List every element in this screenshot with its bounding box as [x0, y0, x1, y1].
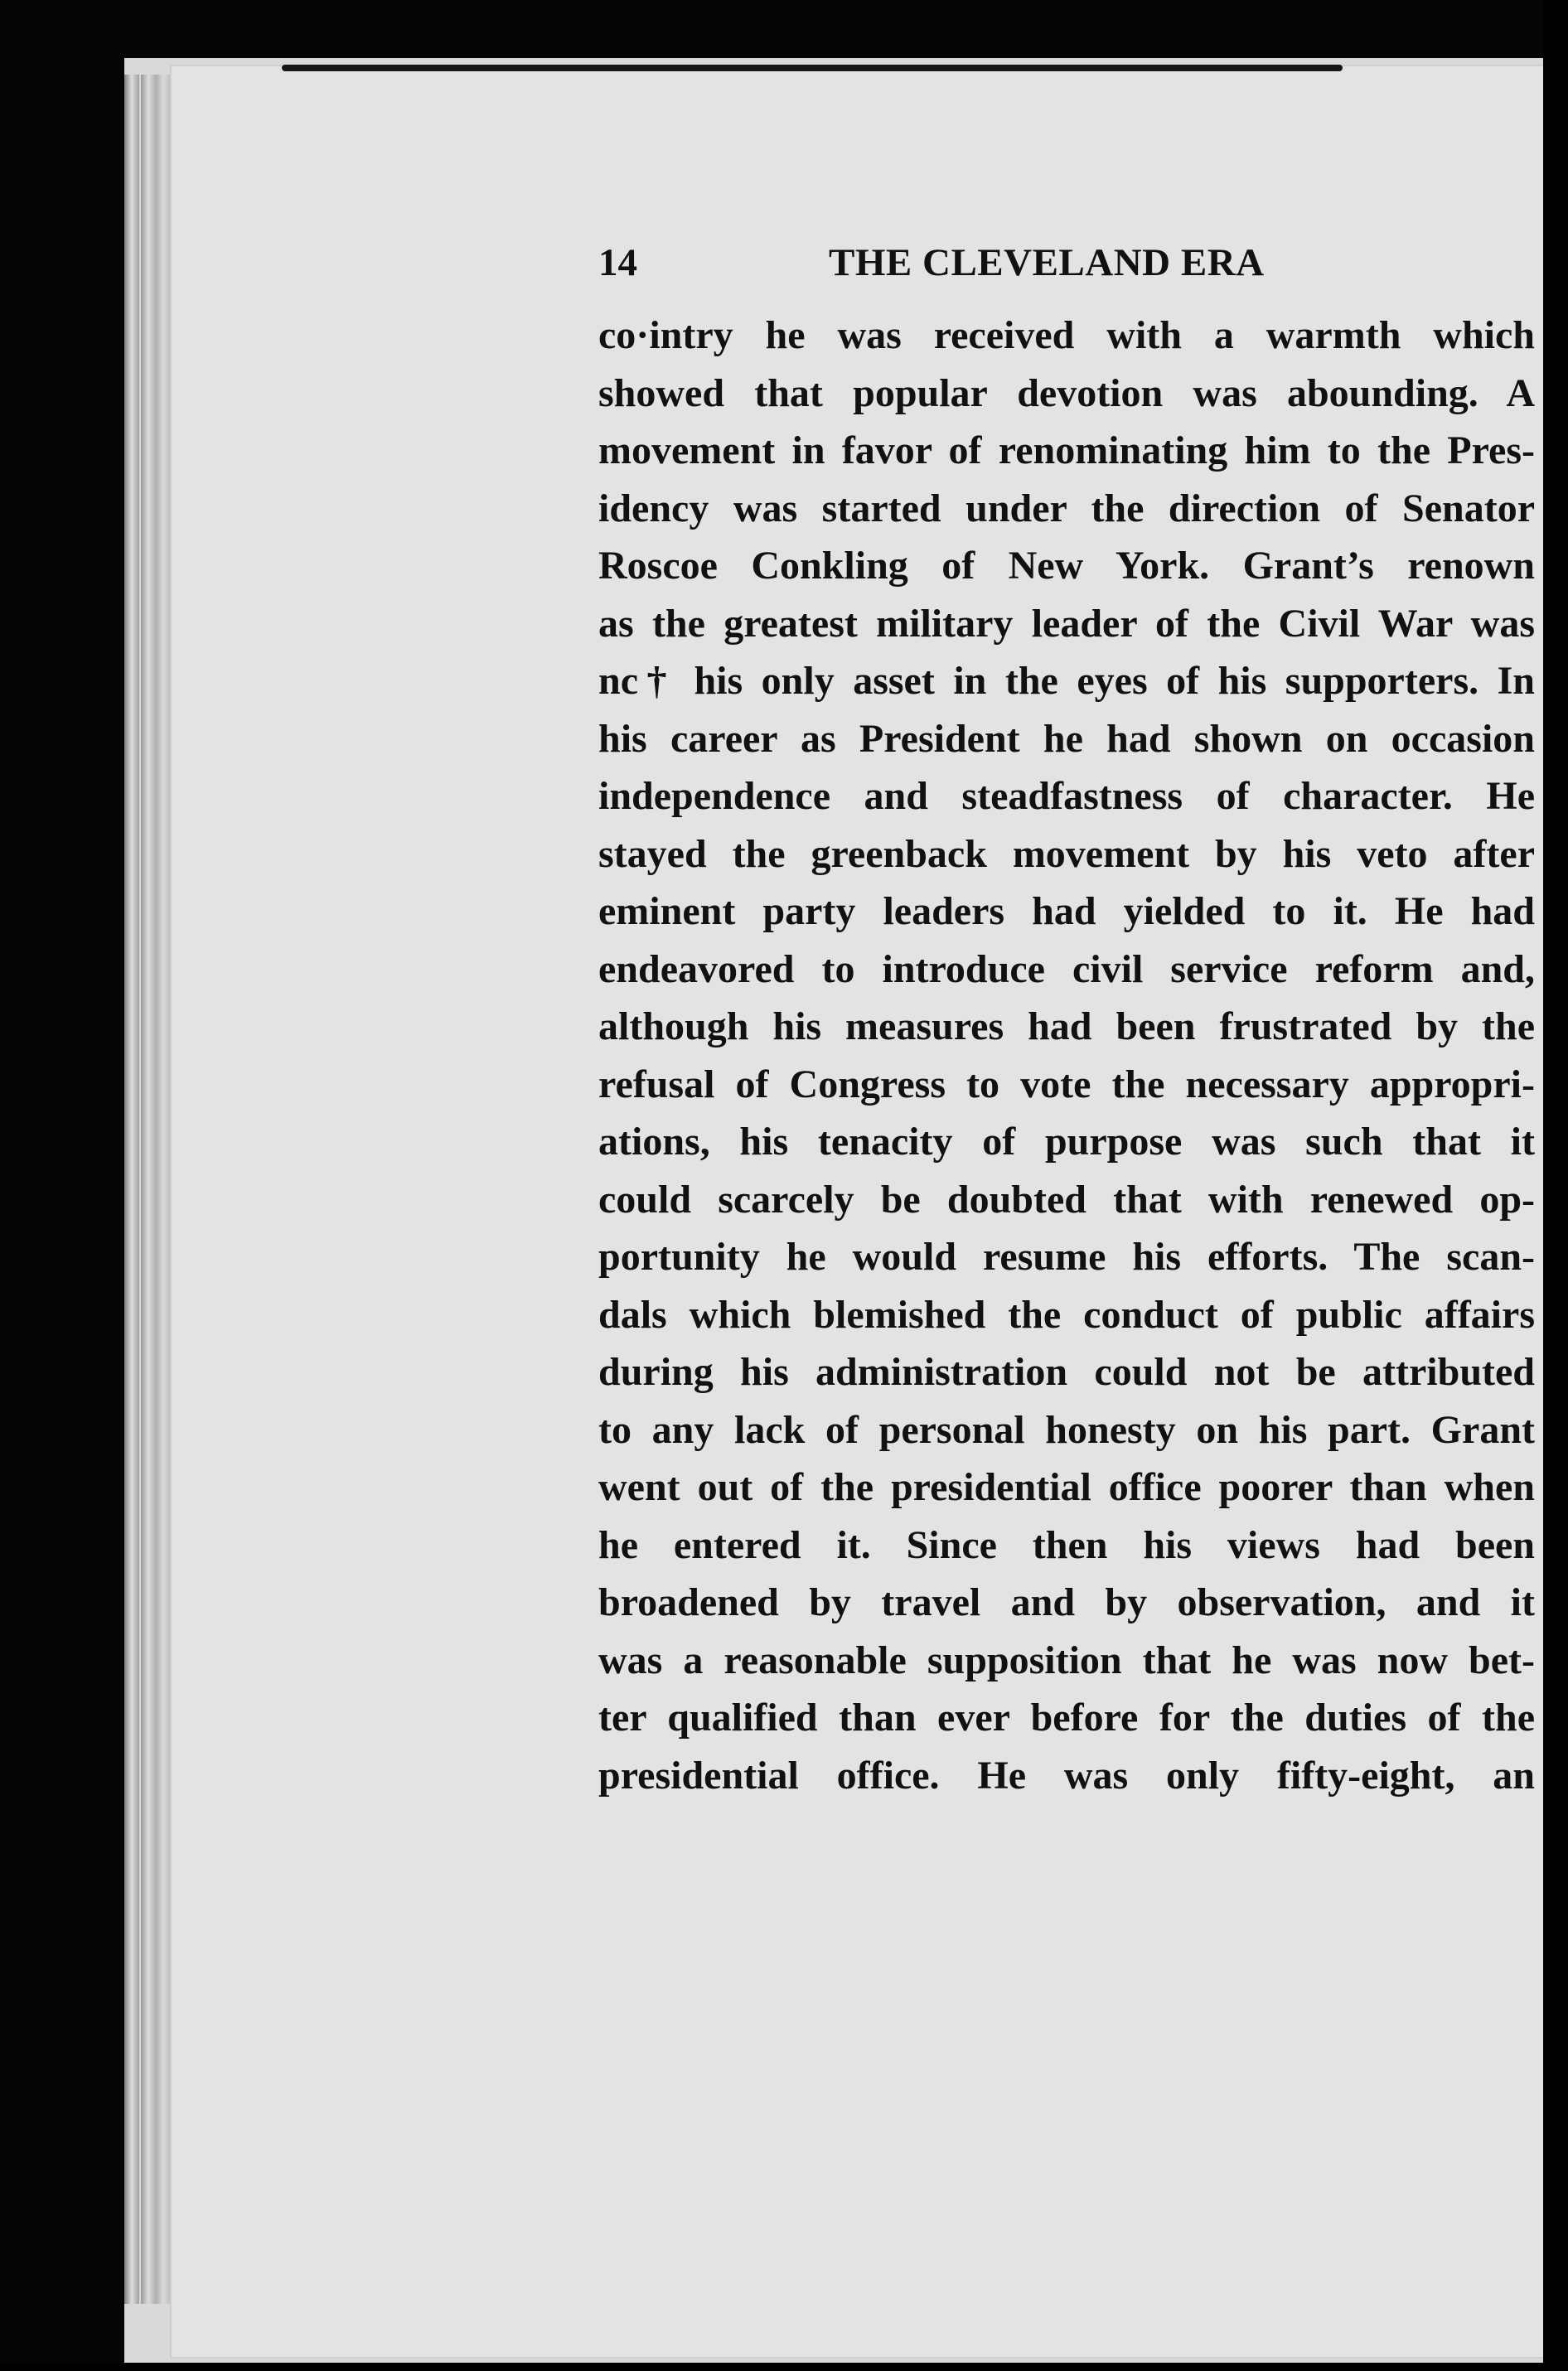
scan-bottom-shadow	[0, 2363, 1568, 2371]
text-line: portunity he would resume his efforts. The scan-	[598, 1235, 1535, 1279]
text-line: endeavored to introduce civil service reform and,	[598, 946, 1535, 991]
scan-right-shadow	[1543, 0, 1568, 2371]
text-line: eminent party leaders had yielded to it. He had	[598, 889, 1535, 933]
text-line: during his administration could not be attributed	[598, 1350, 1535, 1394]
text-line: although his measures had been frustrated by the	[598, 1004, 1535, 1048]
page-edge	[124, 75, 139, 2304]
text-line: movement in favor of renominating him to the Pres-	[598, 428, 1535, 472]
text-line: ations, his tenacity of purpose was such that it	[598, 1120, 1535, 1164]
page-header	[598, 234, 1535, 292]
text-line: he entered it. Since then his views had been	[598, 1522, 1535, 1567]
text-line: nc† his only asset in the eyes of his supporters. In	[598, 659, 1535, 703]
text-line: dals which blemished the conduct of public affairs	[598, 1292, 1535, 1337]
text-line: to any lack of personal honesty on his part. Grant	[598, 1407, 1535, 1452]
text-line: co·intry he was received with a warmth which	[598, 313, 1535, 357]
text-line: as the greatest military leader of the Civil War was	[598, 601, 1535, 646]
text-line: went out of the presidential office poorer than when	[598, 1465, 1535, 1509]
page-number: 14	[598, 241, 637, 284]
text-line: was a reasonable supposition that he was now bet-	[598, 1638, 1535, 1682]
body-text	[598, 307, 1535, 1804]
text-line: ter qualified than ever before for the duties of the	[598, 1696, 1535, 1740]
text-line: showed that popular devotion was abounding. A	[598, 370, 1535, 415]
text-line: Roscoe Conkling of New York. Grant’s renown	[598, 544, 1535, 588]
top-rule	[282, 65, 1343, 71]
text-line: broadened by travel and by observation, and it	[598, 1580, 1535, 1624]
running-title: THE CLEVELAND ERA	[829, 241, 1265, 284]
page-edge	[141, 75, 156, 2304]
text-line: could scarcely be doubted that with renewed op-	[598, 1177, 1535, 1222]
text-line: his career as President he had shown on occasion	[598, 716, 1535, 761]
text-line: presidential office. He was only fifty-eight, an	[598, 1753, 1535, 1798]
text-line: refusal of Congress to vote the necessary appropri-	[598, 1062, 1535, 1106]
page-edge	[156, 75, 171, 2304]
text-line: stayed the greenback movement by his veto after	[598, 831, 1535, 876]
text-line: idency was started under the direction of Senator	[598, 486, 1535, 530]
text-line: independence and steadfastness of character. He	[598, 774, 1535, 818]
